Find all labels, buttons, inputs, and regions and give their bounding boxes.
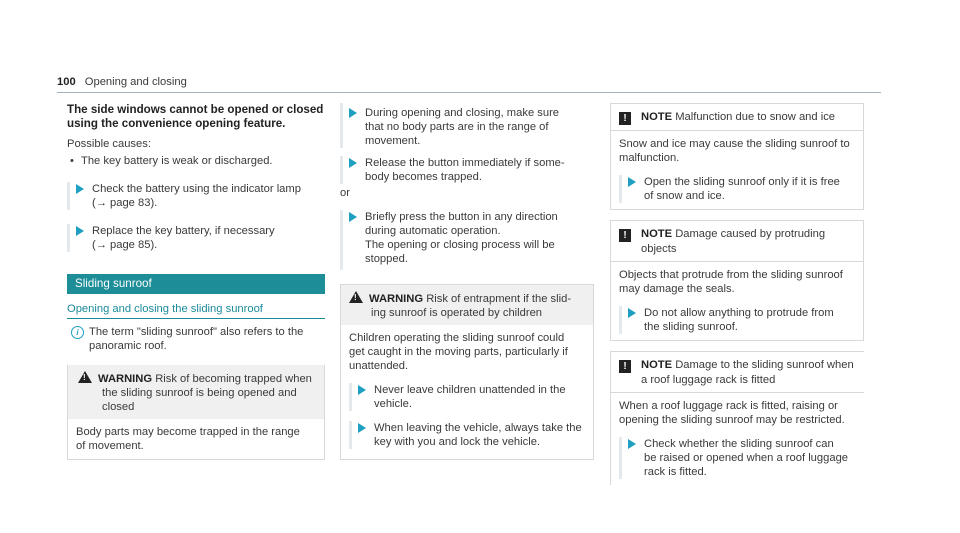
step-item: Check whether the sliding sunroof can be raised or opened when a roof luggage rack is fitted. [619, 437, 856, 479]
warning-header: ! WARNING Risk of entrapment if the slid- ing sunroof is operated by children [341, 285, 593, 325]
triangle-right-icon [349, 108, 357, 118]
note-body: When a roof luggage rack is fitted, raising or opening the sliding sunroof may be restricted. Check whether the sliding sunroof can be raised or opened when a roof luggage rack is fitted. [611, 392, 864, 485]
note-box [610, 351, 864, 485]
page-link[interactable]: (→ page 83). [92, 197, 158, 209]
list-item: • The key battery is weak or discharged. [70, 155, 273, 167]
step-item: Do not allow anything to protrude from the sliding sunroof. [619, 306, 855, 334]
note-header: ! NOTE Malfunction due to snow and ice [611, 104, 863, 130]
triangle-right-icon [76, 184, 84, 194]
warning-header: ! WARNING Risk of becoming trapped when the sliding sunroof is being opened and closed [68, 365, 324, 419]
triangle-right-icon [628, 439, 636, 449]
column-2 [340, 103, 594, 460]
note-body: Snow and ice may cause the sliding sunroof to malfunction. Open the sliding sunroof only if it is free of snow and ice. [611, 130, 863, 209]
info-circle-icon: i [71, 326, 84, 339]
exclamation-square-icon: ! [619, 360, 631, 373]
info-note: i The term "sliding sunroof" also refers to the panoramic roof. [67, 325, 325, 353]
causes-label: Possible causes: [67, 138, 151, 150]
step-item: Replace the key battery, if necessary (→ page 85). [67, 224, 325, 252]
exclamation-square-icon: ! [619, 229, 631, 242]
warning-body: Children operating the sliding sunroof could get caught in the moving parts, particularly if unattended. Never leave children unattended in the vehicle. When leaving the vehicle, always take the key with you and lock the vehicle. [341, 325, 593, 459]
note-header: ! NOTE Damage to the sliding sunroof when a roof luggage rack is fitted [611, 352, 864, 392]
page-number: 100 [57, 76, 76, 88]
page-header [57, 75, 187, 89]
note-header: ! NOTE Damage caused by protruding objects [611, 221, 863, 261]
chapter-title: Opening and closing [84, 76, 187, 88]
exclamation-square-icon: ! [619, 112, 631, 125]
warning-body: Body parts may become trapped in the range of movement. [76, 426, 300, 452]
triangle-right-icon [358, 423, 366, 433]
or-text: or [340, 187, 350, 199]
step-item: Check the battery using the indicator lamp (→ page 83). [67, 182, 325, 210]
warning-box [67, 365, 325, 460]
step-item: During opening and closing, make sure that no body parts are in the range of movement. [340, 103, 594, 148]
bullet-icon: • [70, 155, 74, 167]
section-heading: The side windows cannot be opened or closed using the convenience opening feature. [67, 103, 324, 130]
subsection-heading: Opening and closing the sliding sunroof [67, 302, 325, 319]
note-body: Objects that protrude from the sliding sunroof may damage the seals. Do not allow anything to protrude from the sliding sunroof. [611, 261, 863, 340]
triangle-right-icon [349, 158, 357, 168]
page-link[interactable]: (→ page 85). [92, 239, 158, 251]
triangle-right-icon [76, 226, 84, 236]
triangle-right-icon [628, 308, 636, 318]
column-1 [67, 103, 325, 460]
warning-box [340, 284, 594, 460]
column-3 [610, 103, 864, 485]
header-divider [57, 92, 881, 93]
triangle-right-icon [358, 385, 366, 395]
note-box [610, 220, 864, 341]
step-item: Release the button immediately if some- body becomes trapped. [340, 156, 594, 184]
step-item: Open the sliding sunroof only if it is free of snow and ice. [619, 175, 855, 203]
step-item: When leaving the vehicle, always take the key with you and lock the vehicle. [349, 421, 585, 449]
section-bar: Sliding sunroof [67, 274, 325, 294]
note-box [610, 103, 864, 210]
warning-triangle-icon: ! [78, 371, 92, 383]
triangle-right-icon [628, 177, 636, 187]
step-item: Briefly press the button in any direction during automatic operation. The opening or closing process will be stopped. [340, 210, 594, 270]
triangle-right-icon [349, 212, 357, 222]
warning-triangle-icon: ! [349, 291, 363, 303]
step-item: Never leave children unattended in the vehicle. [349, 383, 585, 411]
